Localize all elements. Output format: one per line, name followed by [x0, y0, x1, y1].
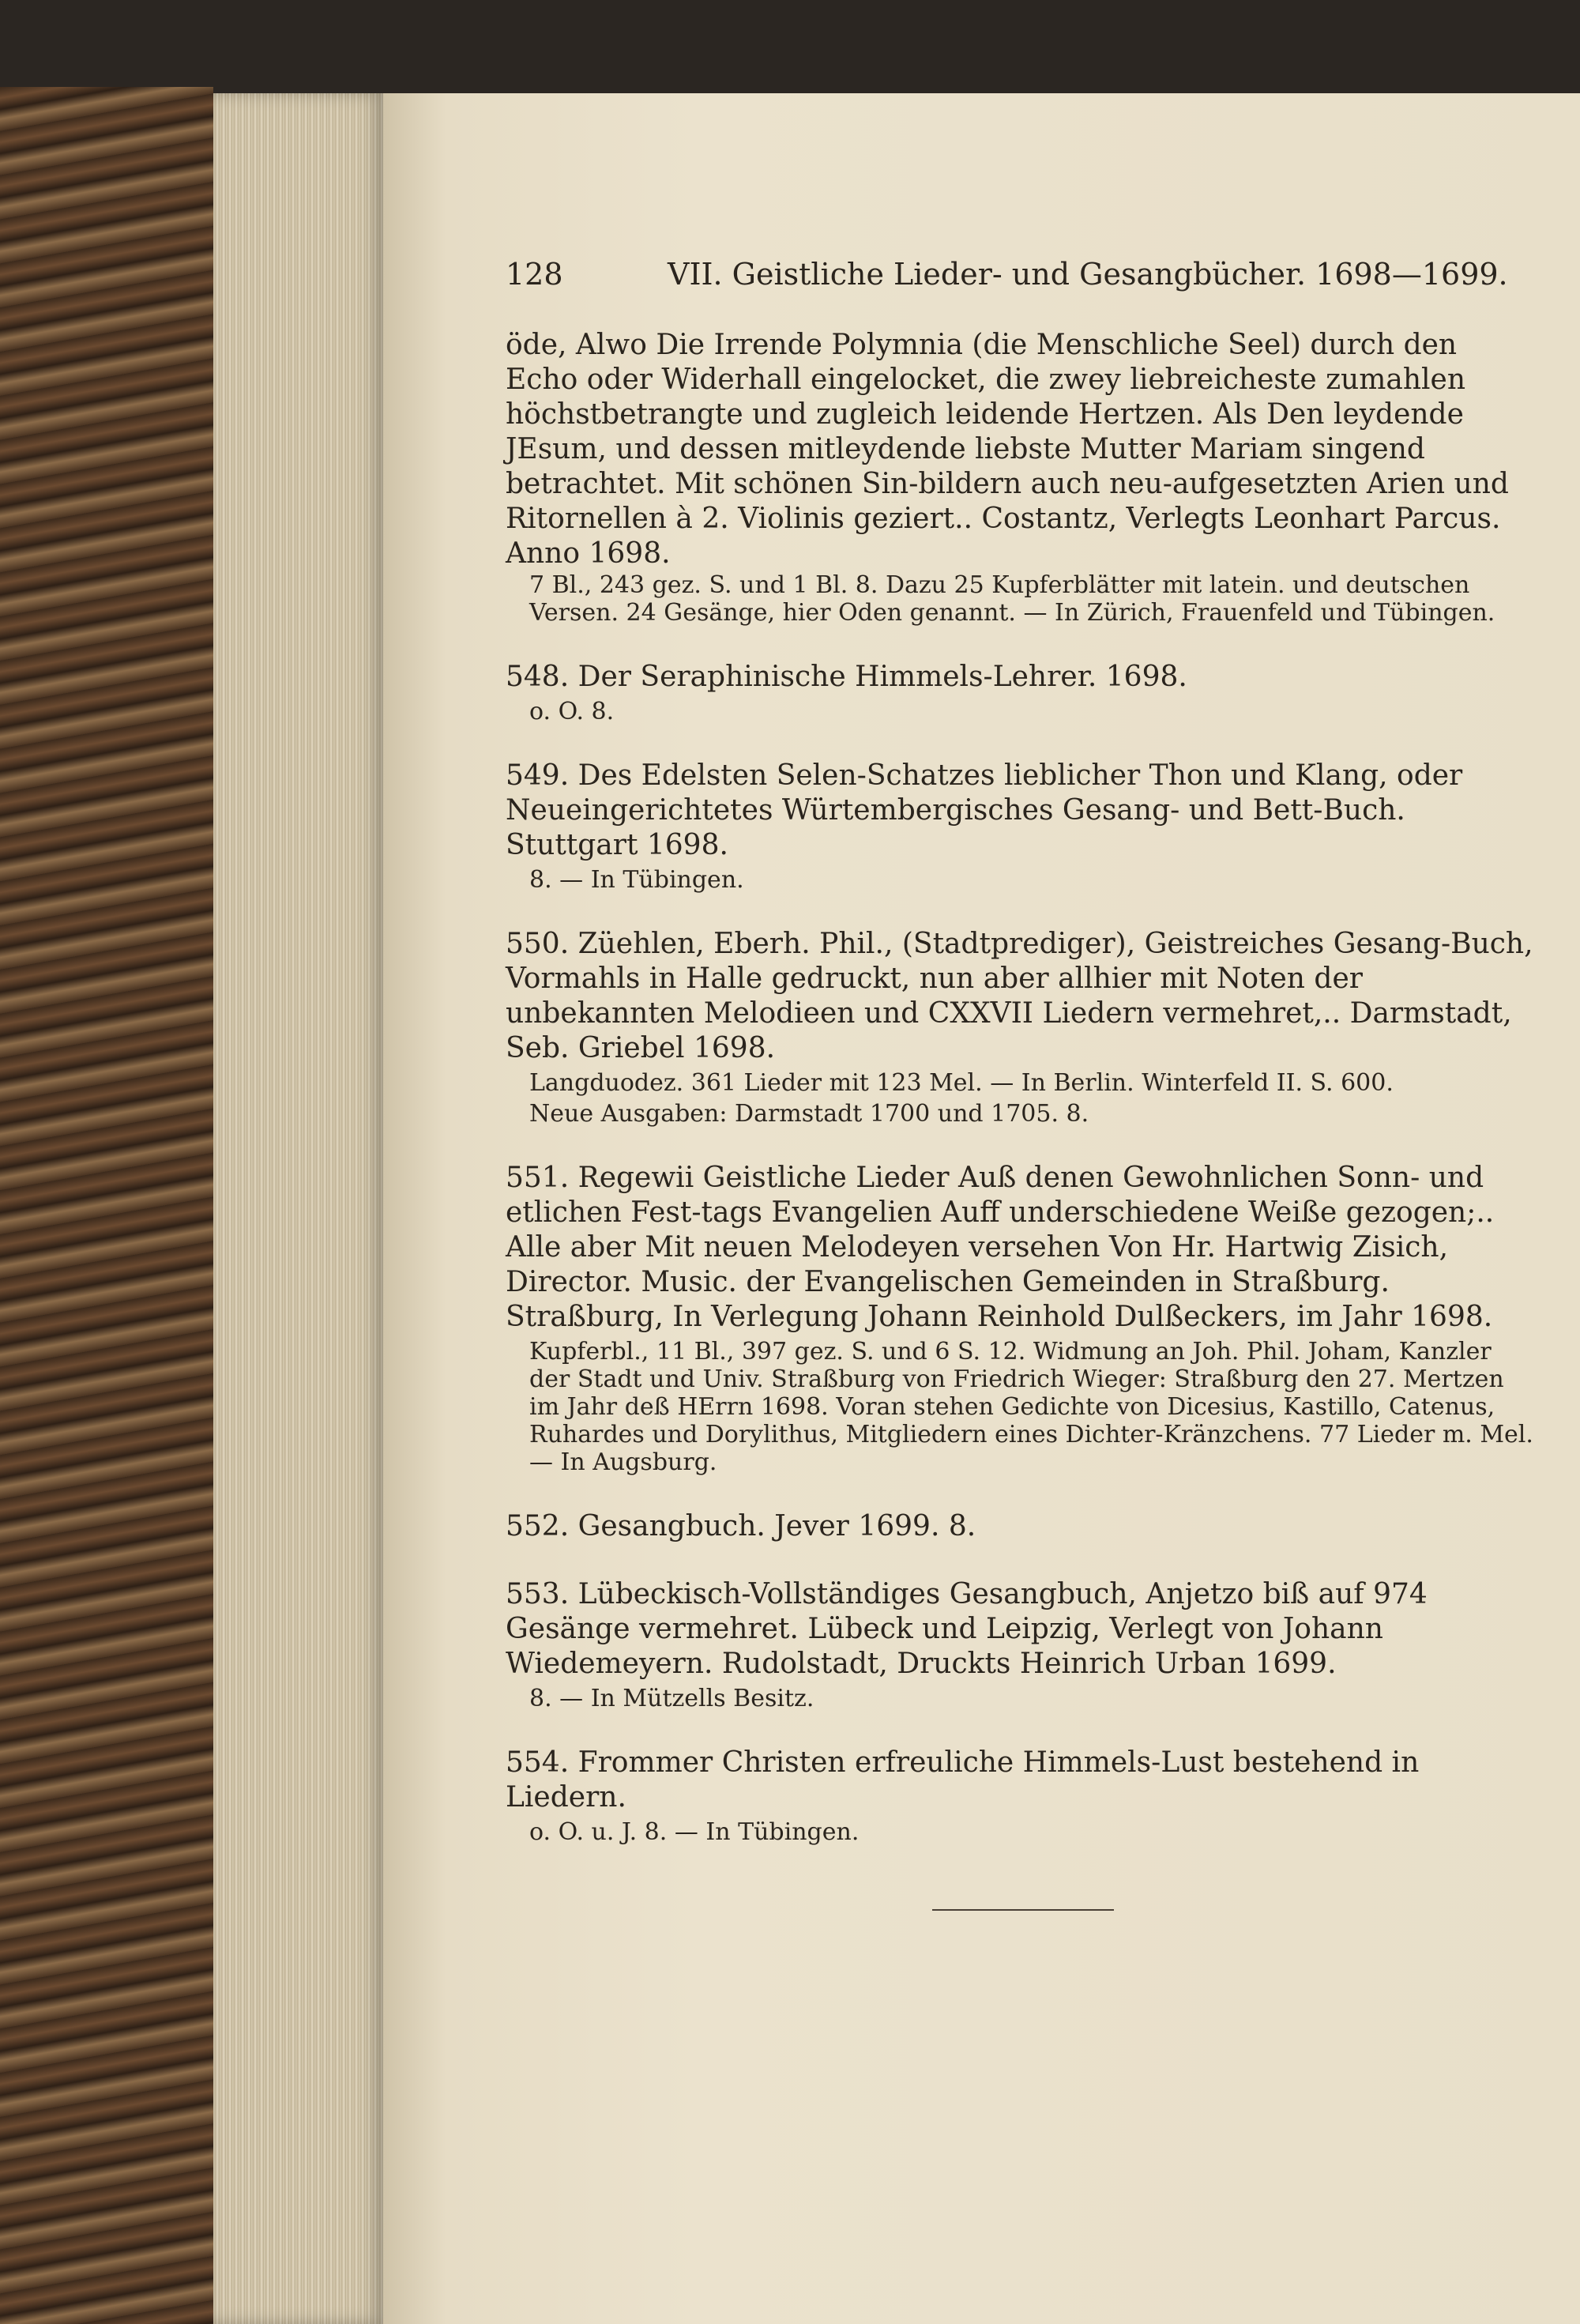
entry-548: [506, 660, 1537, 725]
entry-text: 551. Regewii Geistliche Lieder Auß denen Gewohnlichen Sonn- und etlichen Fest-tags Evangelien Auff underschiedene Weiße gezogen;.. Alle aber Mit neuen Melodeyen versehen Von Hr. Hartwig Zisich, Director. Music. der Evangelischen Gemeinden in Straßburg. Straßburg, In Verlegung Johann Reinhold Dulßeckers, im Jahr 1698.: [506, 1162, 1495, 1333]
entry-note: o. O. 8.: [529, 698, 615, 725]
entry-note: o. O. u. J. 8. — In Tübingen.: [529, 1818, 860, 1846]
entry-554: [506, 1746, 1537, 1846]
page-content: [506, 257, 1537, 1911]
entry-552: [506, 1509, 1537, 1544]
entry-note: 8. — In Mützells Besitz.: [529, 1685, 814, 1712]
entry-text: 550. Züehlen, Eberh. Phil., (Stadtprediger), Geistreiches Gesang-Buch, Vormahls in Halle gedruckt, nun aber allhier mit Noten der unbekannten Melodieen und CXXVII Liedern vermehret,.. Darmstadt, Seb. Griebel 1698.: [506, 928, 1533, 1064]
entry-note: Langduodez. 361 Lieder mit 123 Mel. — In Berlin. Winterfeld II. S. 600.: [529, 1069, 1394, 1097]
page-edges: [213, 93, 383, 2324]
book-spine: [0, 87, 213, 2324]
running-title: VII. Geistliche Lieder- und Gesangbücher. 1698—1699.: [668, 257, 1508, 292]
entry-note: Kupferbl., 11 Bl., 397 gez. S. und 6 S. 12. Widmung an Joh. Phil. Joham, Kanzler der Stadt und Univ. Straßburg von Friedrich Wieger: Straßburg den 27. Mertzen im Jahr deß HErrn 1698. Voran stehen Gedichte von Dicesius, Kastillo, Catenus, Ruhardes und Dorylithus, Mitgliedern eines Dichter-Kränzchens. 77 Lieder m. Mel. — In Augsburg.: [529, 1338, 1533, 1476]
continued-entry-note: 7 Bl., 243 gez. S. und 1 Bl. 8. Dazu 25 Kupferblätter mit latein. und deutschen Versen. 24 Gesänge, hier Oden genannt. — In Zürich, Frauenfeld und Tübingen.: [529, 571, 1495, 627]
entry-549: [506, 759, 1537, 894]
entry-550: [506, 927, 1537, 1128]
page-number: 128: [506, 257, 563, 292]
entry-text: 553. Lübeckisch-Vollständiges Gesangbuch, Anjetzo biß auf 974 Gesänge vermehret. Lübeck und Leipzig, Verlegt von Johann Wiedemeyern. Rudolstadt, Druckts Heinrich Urban 1699.: [506, 1578, 1428, 1680]
entry-text: 552. Gesangbuch. Jever 1699. 8.: [506, 1510, 976, 1542]
entry-553: [506, 1577, 1537, 1712]
continued-entry: [506, 328, 1537, 627]
entry-text: 548. Der Seraphinische Himmels-Lehrer. 1698.: [506, 661, 1187, 693]
entry-note: 8. — In Tübingen.: [529, 866, 744, 894]
entry-text: 554. Frommer Christen erfreuliche Himmels-Lust bestehend in Liedern.: [506, 1746, 1420, 1814]
entry-text: 549. Des Edelsten Selen-Schatzes lieblicher Thon und Klang, oder Neueingerichtetes Würtembergisches Gesang- und Bett-Buch. Stuttgart 1698.: [506, 759, 1463, 861]
entry-551: [506, 1161, 1537, 1476]
continued-entry-text: öde, Alwo Die Irrende Polymnia (die Menschliche Seel) durch den Echo oder Widerhall eingelocket, die zwey liebreicheste zumahlen höchstbetrangte und zugleich leidende Hertzen. Als Den leydende JEsum, und dessen mitleydende liebste Mutter Mariam singend betrachtet. Mit schönen Sin-bildern auch neu-aufgesetzten Arien und Ritornellen à 2. Violinis geziert.. Costantz, Verlegts Leonhart Parcus. Anno 1698.: [506, 329, 1509, 570]
end-rule: [932, 1909, 1114, 1911]
entry-note: Neue Ausgaben: Darmstadt 1700 und 1705. 8.: [529, 1100, 1089, 1128]
running-head: [506, 257, 1537, 304]
